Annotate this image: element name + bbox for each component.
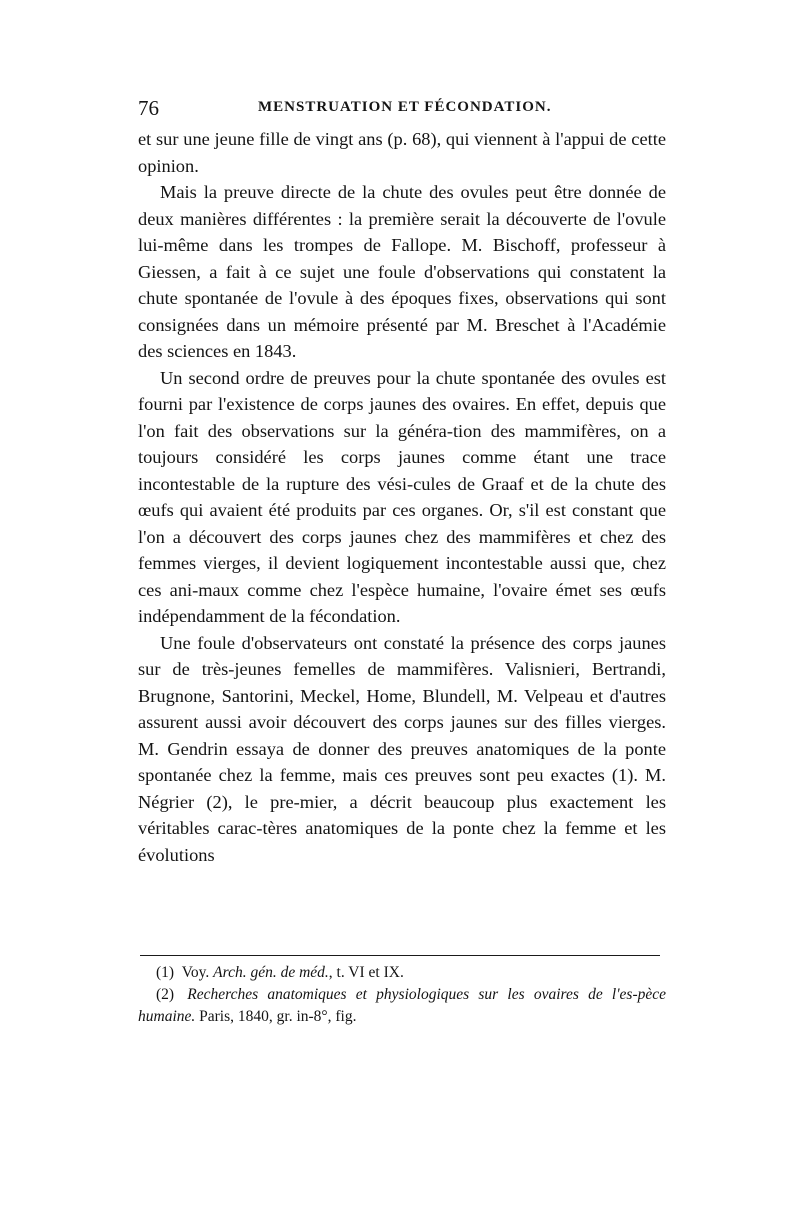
- footnote-1-prefix: Voy.: [181, 964, 210, 981]
- footnote-2: [138, 984, 666, 1028]
- footnote-1-marker: (1): [156, 964, 175, 981]
- page-number: 76: [138, 96, 159, 120]
- footnote-2-marker: (2): [156, 986, 175, 1003]
- page-header: [138, 96, 666, 124]
- footnote-1-suffix: , t. VI et IX.: [328, 964, 404, 981]
- paragraph-3: Un second ordre de preuves pour la chute spontanée des ovules est fourni par l'existence de corps jaunes des ovaires. En effet, depuis que l'on fait des observations sur la généra-tion des mammifères, on a toujours considéré les corps jaunes comme étant une trace incontestable de la rupture des vési-cules de Graaf et de la chute des œufs qui avaient été produits par ces organes. Or, s'il est constant que l'on a découvert des corps jaunes chez des mammifères et chez des femmes vierges, il devient logiquement incontestable aussi que, chez ces ani-maux comme chez l'espèce humaine, l'ovaire émet ses œufs indépendamment de la fécondation.: [138, 367, 666, 626]
- footnote-1: [138, 962, 666, 984]
- body-text: [138, 126, 666, 868]
- running-title: MENSTRUATION ET FÉCONDATION.: [258, 99, 552, 115]
- footnote-rule: [140, 955, 660, 956]
- paragraph-2: Mais la preuve directe de la chute des ovules peut être donnée de deux manières différentes : la première serait la découverte de l'ovule lui-même dans les trompes de Fallope. M. Bischoff, professeur à Giessen, a fait à ce sujet une foule d'observations qui constatent la chute spontanée de l'ovule à des époques fixes, observations qui sont consignées dans un mémoire présenté par M. Breschet à l'Académie des sciences en 1843.: [138, 182, 666, 361]
- footnote-2-title: Recherches anatomiques et physiologiques sur les ovaires de l'es-pèce humaine.: [138, 986, 667, 1025]
- paragraph-1: et sur une jeune fille de vingt ans (p. 68), qui viennent à l'appui de cette opinion.: [138, 129, 666, 176]
- footnote-1-journal: Arch. gén. de méd.: [213, 964, 329, 981]
- footnotes: [138, 962, 666, 1028]
- paragraph-4: Une foule d'observateurs ont constaté la présence des corps jaunes sur de très-jeunes femelles de mammifères. Valisnieri, Bertrandi, Brugnone, Santorini, Meckel, Home, Blundell, M. Velpeau et d'autres assurent aussi avoir découvert des corps jaunes sur des filles vierges. M. Gendrin essaya de donner des preuves anatomiques de la ponte spontanée chez la femme, mais ces preuves sont peu exactes (1). M. Négrier (2), le pre-mier, a décrit beaucoup plus exactement les véritables carac-tères anatomiques de la ponte chez la femme et les évolutions: [138, 632, 666, 865]
- footnote-2-suffix: Paris, 1840, gr. in-8°, fig.: [199, 1008, 357, 1025]
